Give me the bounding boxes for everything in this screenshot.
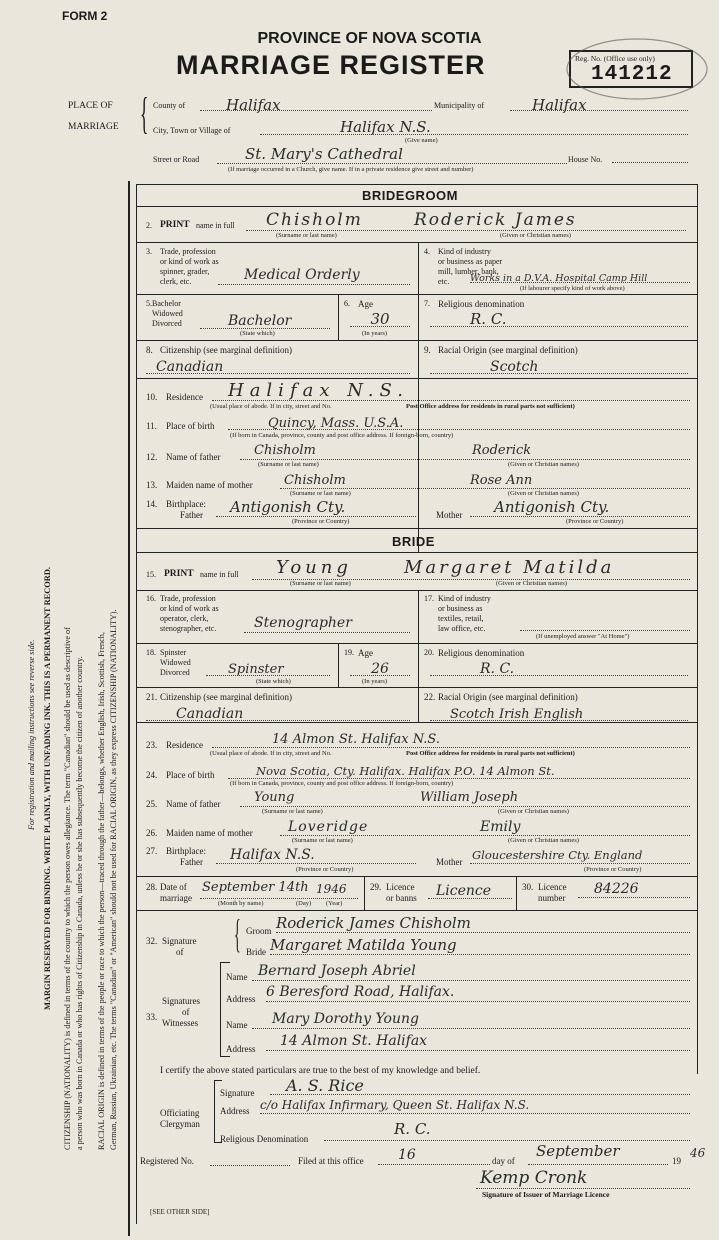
year-hint: (Year) [326,900,343,907]
groom-n10: 10. [146,392,158,402]
bride-birthplace: Nova Scotia, Cty. Halifax. Halifax P.O. 14 Almon St. [256,764,555,778]
bride-industry-hint: (If unemployed answer "At Home") [536,633,630,640]
groom-trade-l1: Trade, profession [160,247,216,256]
street-field [217,145,567,164]
groom-given-hint: (Given or Christian names) [500,232,571,239]
bride-signature: Margaret Matilda Young [270,936,457,954]
groom-citizenship-label: Citizenship (see marginal definition) [160,345,293,355]
sidebar-citizenship-1: CITIZENSHIP (NATIONALITY) is defined in terms of the country to which the person owes allegiance. The term "Canadian" should be used as descriptive of [63,627,72,1150]
bride-n22: 22. [424,692,436,702]
bride-n26: 26. [146,828,158,838]
groom-bp-mother-hint: (Province or Country) [566,518,624,525]
bride-n21: 21. [146,692,158,702]
bride-mother-label: Maiden name of mother [166,828,253,838]
date-label2: marriage [160,893,192,903]
groom-n11: 11. [146,421,157,431]
w1-name-label: Name [226,972,248,982]
groom-age-hint: (In years) [362,330,388,337]
place-of-label: PLACE OF [68,101,113,111]
wit-label2: of [182,1007,190,1017]
licence-field [428,882,512,899]
licence-value: Licence [436,883,492,899]
filed-day-field [378,1146,490,1165]
w2-name-label: Name [226,1020,248,1030]
bride-mother-surname: Loveridge [288,819,369,835]
bride-status-l1: Spinster [160,648,187,657]
groom-bp-label2: Father [180,510,203,520]
groom-status: Bachelor [228,313,292,329]
groom-father-surname: Chisholm [254,443,316,458]
n28: 28. [146,882,158,892]
bride-residence-label: Residence [166,740,203,750]
reg-number-label: Reg. No. (Office use only) [575,54,655,63]
n30: 30. [522,882,534,892]
marriage-date-field [200,880,358,899]
groom-status-l2: Widowed [152,309,183,318]
municipality-field [510,96,688,114]
bride-citizenship: Canadian [176,706,244,722]
place-note: (If marriage occurred in a Church, give name. If in a private residence give street and number) [228,166,474,173]
house-no-label: House No. [568,155,603,164]
rel-denom-label: Religious Denomination [220,1134,309,1144]
groom-n8: 8. [146,345,153,355]
bride-bp-father: Halifax N.S. [230,847,315,863]
groom-father-surname-hint: (Surname or last name) [258,461,319,468]
bride-n19: 19. [344,648,354,657]
bride-residence-hint-bold: Post Office address for residents in rural parts not sufficient) [406,750,575,757]
bride-n27: 27. [146,846,158,856]
groom-bp-father: Antigonish Cty. [230,498,346,516]
bride-heading: BRIDE [392,534,435,549]
groom-n6: 6. [344,299,350,308]
groom-religion-field [430,310,688,327]
groom-bp-father-field [216,498,416,517]
wit-label3: Witnesses [162,1018,199,1028]
n33: 33. [146,1012,158,1022]
rel-denom-field [324,1120,690,1141]
w1-address: 6 Beresford Road, Halifax. [266,984,455,1000]
w1-name-field [252,962,690,981]
registered-label: Registered No. [140,1156,194,1166]
groom-n3: 3. [146,247,152,256]
bride-industry-l1: Kind of industry [438,594,491,603]
province-heading: PROVINCE OF NOVA SCOTIA [257,30,482,47]
groom-print-label: PRINT [160,220,190,230]
groom-father-label: Name of father [166,452,221,462]
city-field [260,118,688,135]
groom-birthplace-field [228,414,690,430]
groom-age: 30 [370,310,390,328]
form-number: FORM 2 [62,9,108,23]
bride-industry-l2: or business as [438,604,483,613]
county-label: County of [153,101,186,110]
groom-father-given: Roderick [472,443,532,458]
bride-n20: 20. [424,648,434,657]
groom-trade: Medical Orderly [244,267,360,283]
issuer-signature-field [476,1168,690,1189]
wit-label1: Signatures [162,996,200,1006]
bride-n17: 17. [424,594,434,603]
county-value: Halifax [226,96,281,114]
off-label2: Clergyman [160,1119,200,1129]
page-title: MARRIAGE REGISTER [176,50,486,80]
bride-status-l2: Widowed [160,658,191,667]
groom-residence: Halifax N.S. [228,380,409,401]
bride-name-field [252,557,690,580]
bridegroom-heading: BRIDEGROOM [362,188,458,203]
bride-racial-label: Racial Origin (see marginal definition) [438,692,578,702]
bride-bp-mother-hint: (Province or Country) [584,866,642,873]
groom-trade-l4: clerk, etc. [160,277,192,286]
groom-bp-mother-field [470,498,690,517]
licence-no: 84226 [594,881,639,897]
clergy-address-label: Address [220,1106,250,1116]
bride-sig-label: Bride [246,947,266,957]
groom-industry-l3: mill, lumber, bank, [438,267,499,276]
sidebar-racial-1: RACIAL ORIGIN is defined in terms of the people or race to which the person—traced through the father—belongs, whether English, Irish, Scottish, French, [97,632,106,1150]
clergy-signature-label: Signature [220,1088,255,1098]
groom-residence-field [212,380,690,401]
groom-mother-field [280,473,690,489]
bride-age: 26 [371,661,389,677]
bride-religion-label: Religious denomination [438,648,525,658]
bride-trade-l4: stenographer, etc. [160,624,217,633]
groom-birthplace-label: Place of birth [166,421,215,431]
bride-residence-field [212,730,690,748]
bride-father-surname: Young [254,790,295,805]
city-label: City, Town or Village of [153,126,231,135]
w2-name-field [252,1010,690,1029]
groom-industry-l4: etc. [438,277,450,286]
house-no-field [612,152,688,163]
bride-father-given-hint: (Given or Christian names) [498,808,569,815]
licence-no-field [578,880,690,898]
street-label: Street or Road [153,155,200,164]
sidebar-binding-note: MARGIN RESERVED FOR BINDING. WRITE PLAINLY, WITH UNFADING INK. THIS IS A PERMANENT RECORD. [43,567,52,1010]
groom-industry-l2: or business as paper [438,257,503,266]
groom-n4: 4. [424,247,430,256]
groom-n5: 5. [146,299,152,308]
w2-name: Mary Dorothy Young [272,1011,419,1027]
bride-industry-field [520,620,690,631]
bride-trade-field [244,614,410,633]
filed-year: 46 [690,1146,706,1160]
groom-bp-father-hint: (Province or Country) [292,518,350,525]
date-label1: Date of [160,882,187,892]
groom-racial: Scotch [490,359,539,375]
sig-label1: Signature [162,936,197,946]
month-hint: (Month by name) [218,900,264,907]
reg-stamp-oval [563,35,713,105]
groom-status-hint: (State which) [240,330,275,337]
bride-given: Margaret Matilda [404,557,615,578]
bride-father-given: William Joseph [420,790,519,805]
groom-age-field [350,310,410,327]
bride-age-field [350,660,410,676]
licence-no-label1: Licence [538,882,567,892]
groom-religion-label: Religious denomination [438,299,525,309]
bride-signature-field [270,936,690,955]
street-value: St. Mary's Cathedral [245,145,403,163]
bride-trade-l3: operator, clerk, [160,614,209,623]
bride-bp-father-hint: (Province or Country) [296,866,354,873]
bride-bp-mother-label: Mother [436,857,463,867]
w2-address-label: Address [226,1044,256,1054]
clergy-address: c/o Halifax Infirmary, Queen St. Halifax N.S. [260,1098,530,1112]
groom-status-l3: Divorced [152,319,182,328]
groom-racial-field [430,358,688,374]
municipality-label: Municipality of [434,101,484,110]
bride-trade-l1: Trade, profession [160,594,216,603]
bride-bp-mother-field [470,846,690,864]
groom-trade-field [218,266,410,285]
marriage-month-day: September 14th [202,880,309,895]
w1-name: Bernard Joseph Abriel [258,963,416,979]
bride-birthplace-hint: (If born in Canada, province, county and post office address. If foreign-born, country) [230,780,454,787]
groom-n13: 13. [146,480,158,490]
bride-given-hint: (Given or Christian names) [496,580,567,587]
bride-bp-label1: Birthplace: [166,846,206,856]
bride-religion: R. C. [480,661,515,677]
groom-signature: Roderick James Chisholm [276,914,471,932]
bride-racial-field [430,705,688,721]
bride-bp-mother: Gloucestershire Cty. England [472,848,643,862]
bride-surname-hint: (Surname or last name) [290,580,351,587]
bride-citizenship-field [146,705,410,721]
groom-name-field [246,210,686,231]
off-label1: Officiating [160,1108,200,1118]
bride-status-hint: (State which) [256,678,291,685]
groom-residence-hint-bold: Post Office address for residents in rural parts not sufficient) [406,403,575,410]
day-hint: (Day) [296,900,312,907]
bride-age-hint: (In years) [362,678,388,685]
bride-status: Spinster [228,662,284,677]
groom-sig-label: Groom [246,926,272,936]
bride-religion-field [430,660,688,676]
groom-n2: 2. [146,221,152,230]
sidebar-citizenship-2: a person who was born in Canada or who has rights of Citizenship in Canada, unless he or she has subsequently become the citizen of another country. [75,656,84,1150]
groom-mother-given: Rose Ann [470,473,533,488]
groom-trade-l2: or kind of work as [160,257,219,266]
bride-father-surname-hint: (Surname or last name) [262,808,323,815]
groom-bp-mother: Antigonish Cty. [494,498,610,516]
reg-number: 141212 [591,63,673,86]
city-value: Halifax N.S. [340,118,431,136]
bride-trade-l2: or kind of work as [160,604,219,613]
n32: 32. [146,936,158,946]
filed-month: September [536,1142,620,1160]
clergy-signature-field [270,1076,690,1095]
bride-residence-hint: (Usual place of abode. If in city, street and No. [210,750,332,757]
bride-birthplace-label: Place of birth [166,770,215,780]
groom-birthplace-hint: (If born in Canada, province, county and post office address. If foreign-born, country) [230,432,454,439]
groom-n7: 7. [424,299,430,308]
bride-father-label: Name of father [166,799,221,809]
groom-industry-hint: (If labourer specify kind of work above) [520,285,625,292]
marriage-label: MARRIAGE [68,122,119,132]
certify-text: I certify the above stated particulars are true to the best of my knowledge and belief. [160,1066,481,1076]
groom-surname-hint: (Surname or last name) [276,232,337,239]
bride-mother-field [280,819,690,836]
groom-industry-l1: Kind of industry [438,247,491,256]
rel-denom: R. C. [394,1120,431,1138]
bride-trade: Stenographer [254,615,352,631]
groom-mother-label: Maiden name of mother [166,480,253,490]
groom-citizenship: Canadian [156,359,224,375]
bride-father-field [240,790,690,807]
groom-age-label: Age [358,299,373,309]
groom-religion: R. C. [470,310,507,328]
municipality-value: Halifax [532,96,587,114]
w2-address-field [266,1032,690,1051]
groom-n14: 14. [146,499,158,509]
bride-residence: 14 Almon St. Halifax N.S. [272,732,440,747]
groom-mother-surname-hint: (Surname or last name) [290,490,351,497]
clergy-address-field [260,1096,690,1114]
bride-industry-l3: textiles, retail, [438,614,484,623]
groom-surname: Chisholm [266,210,363,230]
bride-birthplace-field [228,762,690,779]
bride-mother-given-hint: (Given or Christian names) [508,837,579,844]
bride-bp-father-field [216,846,416,864]
groom-signature-field [276,914,690,933]
bride-mother-given: Emily [480,819,521,835]
bride-bp-label2: Father [180,857,203,867]
groom-racial-label: Racial Origin (see marginal definition) [438,345,578,355]
groom-bp-label1: Birthplace: [166,499,206,509]
bride-n25: 25. [146,799,158,809]
groom-trade-l3: spinner, grader, [160,267,210,276]
groom-status-l1: Bachelor [152,299,181,308]
groom-residence-label: Residence [166,392,203,402]
groom-mother-given-hint: (Given or Christian names) [508,490,579,497]
bride-n23: 23. [146,740,158,750]
bride-n15: 15. [146,570,156,579]
bride-surname: Young [276,557,352,578]
w1-address-field [266,983,690,1002]
day-of-label: day of [492,1156,515,1166]
bride-n18: 18. [146,648,156,657]
w2-address: 14 Almon St. Halifax [280,1033,428,1049]
licence-label1: Licence [386,882,415,892]
place-brace: { [140,89,149,138]
bride-status-l3: Divorced [160,668,190,677]
groom-industry: Works in a D.V.A. Hospital Camp Hill [470,273,648,283]
filed-label: Filed at this office [298,1156,364,1166]
marriage-year: 1946 [316,882,347,896]
bride-name-label: name in full [200,570,239,579]
groom-bp-mother-label: Mother [436,510,463,520]
groom-father-given-hint: (Given or Christian names) [508,461,579,468]
groom-n12: 12. [146,452,158,462]
bride-n24: 24. [146,770,158,780]
bride-age-label: Age [358,648,373,658]
n29: 29. [370,882,382,892]
groom-name-label: name in full [196,221,235,230]
filed-day: 16 [398,1147,416,1163]
issuer-signature: Kemp Cronk [480,1168,588,1188]
bride-mother-surname-hint: (Surname or last name) [292,837,353,844]
groom-birthplace: Quincy, Mass. U.S.A. [268,416,404,431]
groom-father-field [240,443,690,460]
groom-given: Roderick James [414,210,577,230]
sidebar-instructions: For registration and mailing instructions see reverse side. [27,639,36,830]
groom-residence-hint: (Usual place of abode. If in city, street and No. [210,403,332,410]
w1-address-label: Address [226,994,256,1004]
licence-label2: or banns [386,893,417,903]
year-prefix: 19 [672,1156,681,1166]
bride-status-field [206,660,330,676]
groom-n9: 9. [424,345,431,355]
give-name-hint: (Give name) [405,137,438,144]
bride-citizenship-label: Citizenship (see marginal definition) [160,692,293,702]
clergy-signature: A. S. Rice [286,1076,364,1095]
registered-no-field [210,1164,290,1166]
groom-industry-field [470,268,690,283]
county-field [200,96,432,114]
issuer-label: Signature of Issuer of Marriage Licence [482,1190,610,1199]
groom-mother-surname: Chisholm [284,473,346,488]
filed-month-field [528,1142,668,1165]
licence-no-label2: number [538,893,566,903]
sig-brace: { [234,911,241,956]
bride-racial: Scotch Irish English [450,707,584,722]
see-other-side: [SEE OTHER SIDE] [150,1208,210,1216]
sidebar-racial-2: German, Russian, Ukrainian, etc. The terms "Canadian" or "American" should not be used for RACIAL ORIGIN, as they express CITIZENSHIP (NATIONALITY). [109,609,118,1150]
groom-status-field [200,312,330,329]
bride-industry-l4: law office, etc. [438,624,486,633]
bride-n16: 16. [146,594,156,603]
groom-citizenship-field [146,358,410,374]
sig-label2: of [176,947,184,957]
bride-print-label: PRINT [164,569,194,579]
